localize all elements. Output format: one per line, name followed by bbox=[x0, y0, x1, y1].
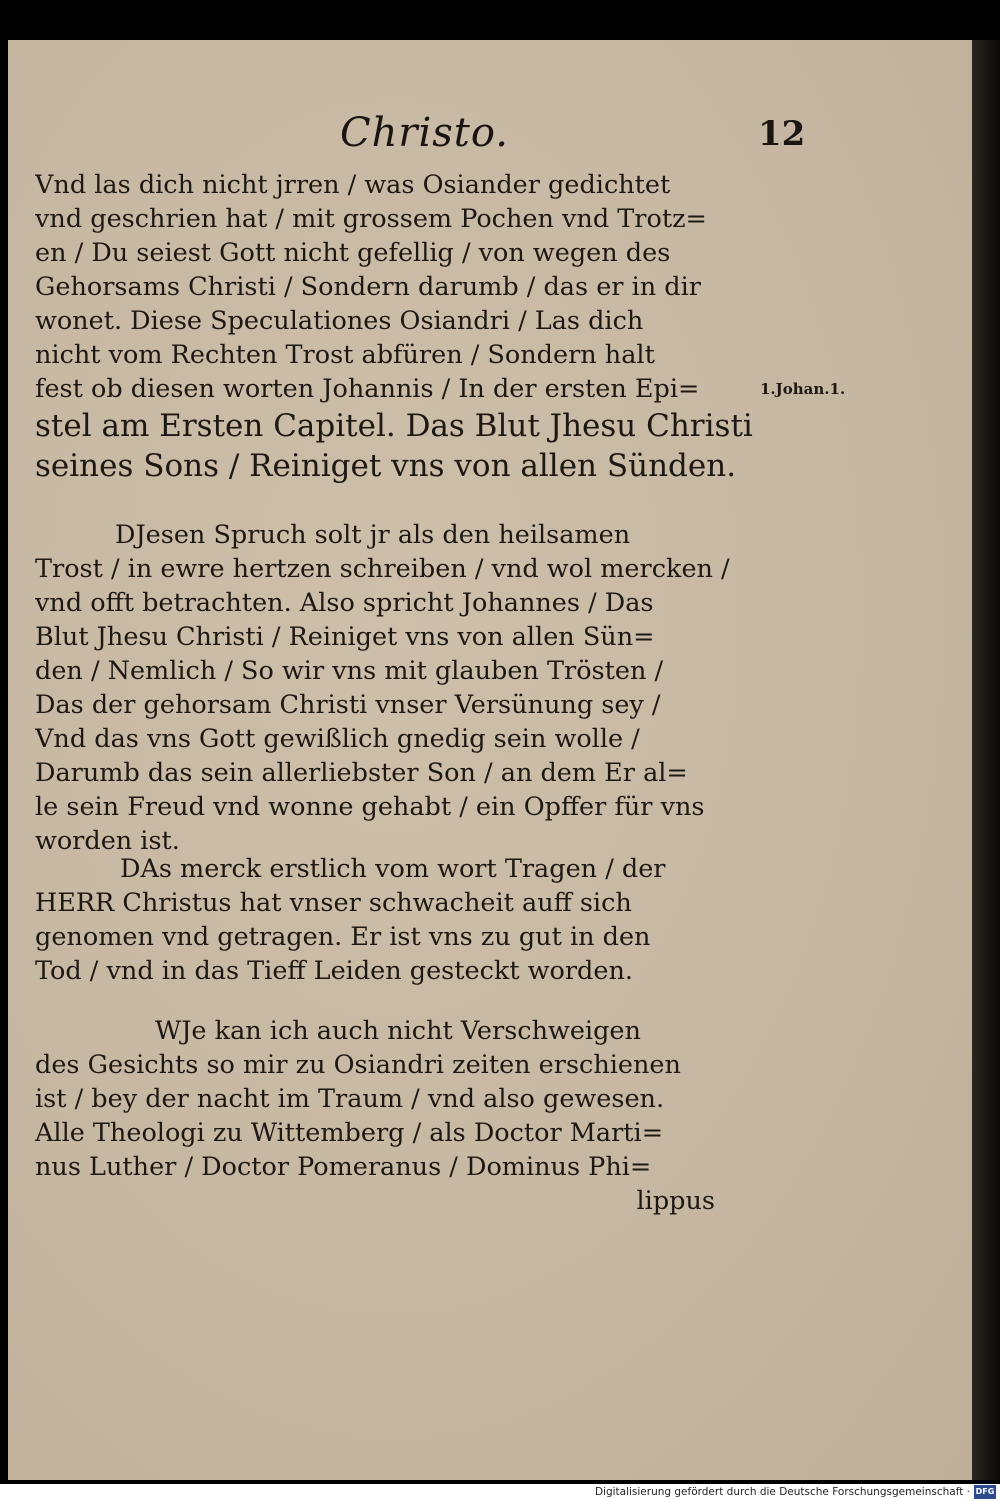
text-line: Darumb das sein allerliebster Son / an dem Er al= bbox=[35, 758, 688, 788]
text-line: Vnd das vns Gott gewißlich gnedig sein wolle / bbox=[35, 724, 640, 754]
margin-note: 1.Johan.1. bbox=[760, 380, 846, 398]
text-line: HERR Christus hat vnser schwacheit auff sich bbox=[35, 888, 632, 918]
running-head: Christo. bbox=[340, 110, 509, 156]
text-line: seines Sons / Reiniget vns von allen Sünden. bbox=[35, 448, 737, 484]
paragraph-3 bbox=[35, 852, 755, 988]
text-line: Alle Theologi zu Wittemberg / als Doctor Marti= bbox=[35, 1118, 664, 1148]
text-line: des Gesichts so mir zu Osiandri zeiten erschienen bbox=[35, 1050, 681, 1080]
text-line: WJe kan ich auch nicht Verschweigen bbox=[155, 1016, 641, 1046]
text-line: nicht vom Rechten Trost abfüren / Sondern halt bbox=[35, 340, 655, 370]
page-edge-shadow bbox=[972, 40, 1000, 1480]
page-number: 12 bbox=[758, 114, 806, 154]
text-line: genomen vnd getragen. Er ist vns zu gut in den bbox=[35, 922, 651, 952]
text-line: fest ob diesen worten Johannis / In der ersten Epi= bbox=[35, 374, 700, 404]
text-line: DAs merck erstlich vom wort Tragen / der bbox=[120, 854, 666, 884]
text-line: wonet. Diese Speculationes Osiandri / Las dich bbox=[35, 306, 644, 336]
text-line: Gehorsams Christi / Sondern darumb / das er in dir bbox=[35, 272, 701, 302]
text-line: worden ist. bbox=[35, 826, 180, 856]
text-line: den / Nemlich / So wir vns mit glauben Trösten / bbox=[35, 656, 664, 686]
paragraph-4 bbox=[35, 1014, 755, 1218]
text-line: DJesen Spruch solt jr als den heilsamen bbox=[115, 520, 631, 550]
text-line: stel am Ersten Capitel. Das Blut Jhesu Christi bbox=[35, 408, 753, 444]
text-line: en / Du seiest Gott nicht gefellig / von wegen des bbox=[35, 238, 671, 268]
text-line: le sein Freud vnd wonne gehabt / ein Opffer für vns bbox=[35, 792, 705, 822]
text-line: Trost / in ewre hertzen schreiben / vnd wol mercken / bbox=[35, 554, 730, 584]
text-line: Blut Jhesu Christi / Reiniget vns von allen Sün= bbox=[35, 622, 655, 652]
dfg-logo-icon: DFG bbox=[974, 1485, 996, 1499]
text-line: Vnd las dich nicht jrren / was Osiander gedichtet bbox=[35, 170, 671, 200]
text-line: Das der gehorsam Christi vnser Versünung sey / bbox=[35, 690, 661, 720]
paragraph-2 bbox=[35, 518, 755, 858]
text-line: Tod / vnd in das Tieff Leiden gesteckt worden. bbox=[35, 956, 634, 986]
text-line: nus Luther / Doctor Pomeranus / Dominus Phi= bbox=[35, 1152, 652, 1182]
text-line: vnd geschrien hat / mit grossem Pochen vnd Trotz= bbox=[35, 204, 707, 234]
catchword: lippus bbox=[636, 1186, 715, 1216]
text-line: ist / bey der nacht im Traum / vnd also gewesen. bbox=[35, 1084, 665, 1114]
text-line: vnd offt betrachten. Also spricht Johannes / Das bbox=[35, 588, 654, 618]
paragraph-1 bbox=[35, 168, 755, 486]
funding-notice: Digitalisierung gefördert durch die Deutsche Forschungsgemeinschaft · bbox=[594, 1486, 970, 1498]
